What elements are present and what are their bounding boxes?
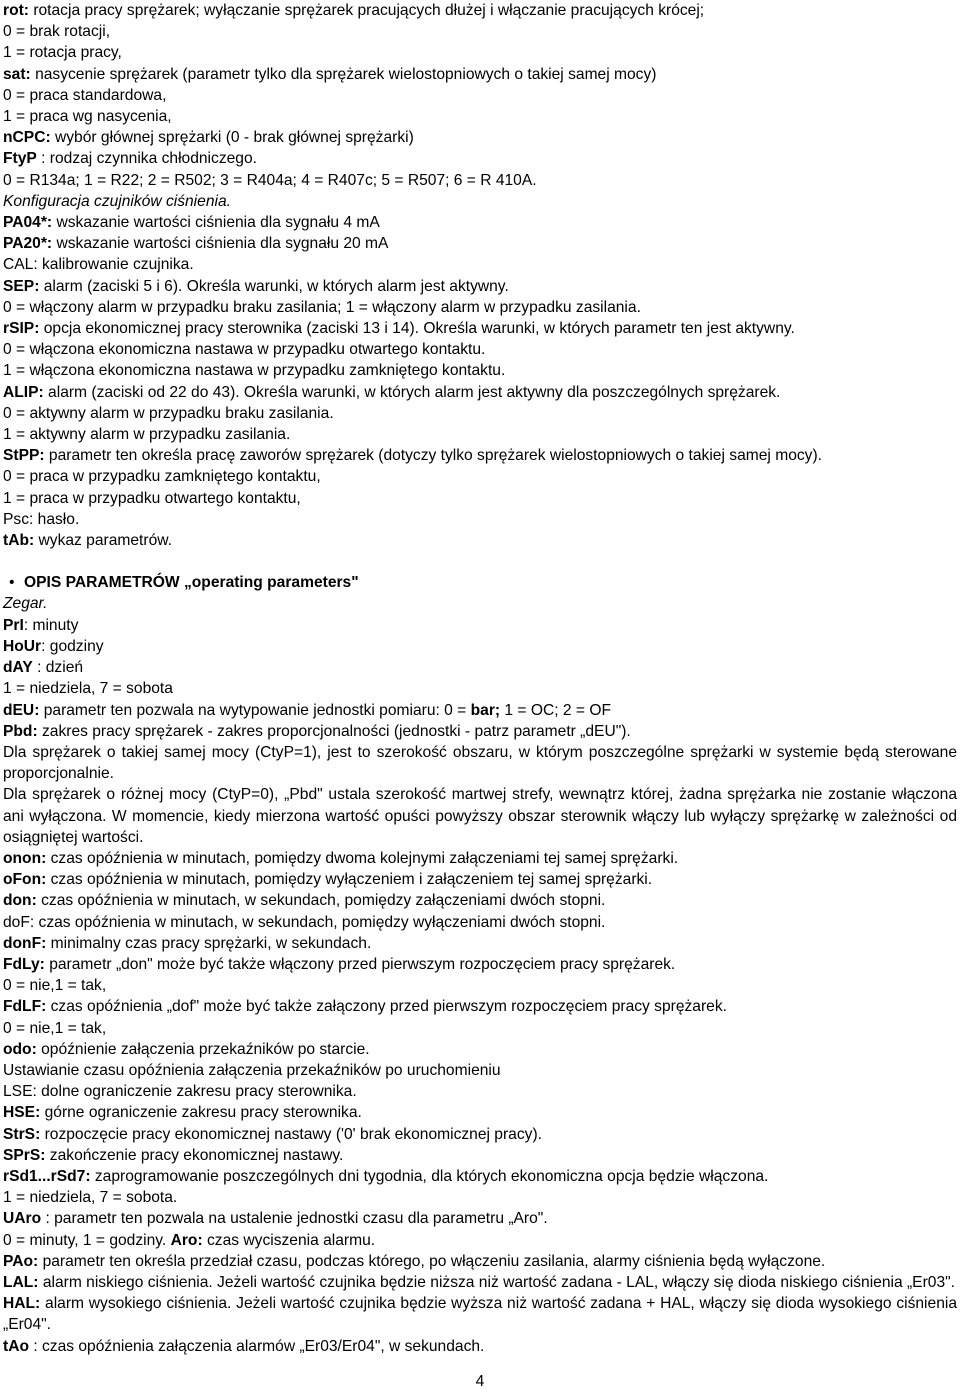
text-line [3,233,957,254]
text-fragment: CAL: kalibrowanie czujnika. [3,256,194,274]
text-line [3,954,957,975]
text-fragment: : parametr ten pozwala na ustalenie jednostki czasu dla parametru „Aro". [41,1210,548,1228]
parameter-code: PA04*: [3,214,53,232]
text-line [3,254,957,275]
text-line [3,1251,957,1272]
text-line [3,1230,957,1251]
text-line [3,721,957,742]
parameter-code: odo: [3,1040,37,1058]
text-line [3,530,957,551]
text-fragment: 1 = rotacja pracy, [3,44,122,62]
parameter-code: StrS: [3,1125,41,1143]
text-line [3,1018,957,1039]
parameter-code: HoUr [3,637,42,655]
text-line [3,657,957,678]
parameter-code: PrI [3,616,24,634]
text-line [3,297,957,318]
text-fragment: wybór głównej sprężarki (0 - brak głównej sprężarki) [50,129,414,147]
text-line [3,933,957,954]
document-body [3,0,957,1357]
text-line [3,700,957,721]
text-fragment: 1 = włączona ekonomiczna nastawa w przypadku zamkniętego kontaktu. [3,362,506,380]
text-fragment: alarm (zaciski od 22 do 43). Określa warunki, w których alarm jest aktywny dla poszczególnych sprężarek. [43,383,781,401]
text-fragment: Konfiguracja czujników ciśnienia. [3,192,231,210]
parameter-code: UAro [3,1210,42,1228]
parameter-code: rot: [3,2,29,19]
text-fragment: zakres pracy sprężarek - zakres proporcjonalności (jednostki - patrz parametr „dEU"). [37,722,631,740]
text-fragment: : minuty [23,616,79,634]
text-line [3,869,957,890]
text-fragment: 1 = praca w przypadku otwartego kontaktu, [3,489,301,507]
parameter-code: LAL: [3,1273,39,1291]
text-line [3,1102,957,1123]
parameter-code: ALIP: [3,383,44,401]
text-line [3,975,957,996]
text-fragment: parametr ten pozwala na wytypowanie jednostki pomiaru: 0 = [39,701,471,719]
parameter-code: StPP: [3,447,45,465]
text-fragment: 0 = praca w przypadku zamkniętego kontaktu, [3,468,321,486]
text-line [3,1145,957,1166]
text-fragment: parametr ten określa przedział czasu, podczas którego, po włączeniu zasilania, alarmy ciśnienia będą wyłączone. [38,1252,826,1270]
text-fragment: zaprogramowanie poszczególnych dni tygodnia, dla których ekonomiczna opcja będzie włączona. [90,1167,769,1185]
text-line [3,64,957,85]
text-fragment: alarm (zaciski 5 i 6). Określa warunki, w których alarm jest aktywny. [39,277,509,295]
text-fragment: czas wyciszenia alarmu. [202,1231,376,1249]
parameter-code: sat: [3,65,31,83]
parameter-code: SEP: [3,277,40,295]
text-line [3,1060,957,1081]
paragraph [3,1293,957,1335]
text-line [3,42,957,63]
text-fragment: 0 = aktywny alarm w przypadku braku zasilania. [3,404,334,422]
text-line [3,339,957,360]
text-fragment: parametr ten określa pracę zaworów sprężarek (dotyczy tylko sprężarek wielostopniowych o takiej samej mocy). [44,447,822,465]
parameter-code: nCPC: [3,129,51,147]
text-fragment: górne ograniczenie zakresu pracy sterownika. [40,1104,362,1122]
text-line [3,615,957,636]
paragraph [3,1272,957,1293]
paragraph [3,742,957,784]
text-fragment: Ustawianie czasu opóźnienia załączenia przekaźników po uruchomieniu [3,1061,501,1079]
text-line [3,912,957,933]
parameter-code: donF: [3,934,47,952]
text-fragment: Dla sprężarek o takiej samej mocy (CtyP=1), jest to szerokość obszaru, w którym poszczególne sprężarki w systemie będą sterowane proporcjonalnie. [3,743,957,783]
text-fragment: zakończenie pracy ekonomicznej nastawy. [45,1146,344,1164]
text-line [3,382,957,403]
parameter-code: tAo [3,1337,29,1355]
text-line [3,1124,957,1145]
parameter-code: don: [3,892,37,910]
bullet-icon: • [9,574,15,592]
text-line [3,360,957,381]
text-fragment: doF: czas opóźnienia w minutach, w sekundach, pomiędzy wyłączeniami dwóch stopni. [3,913,606,931]
text-fragment: 1 = niedziela, 7 = sobota [3,680,173,698]
parameter-code: Pbd: [3,722,38,740]
text-fragment: rotacja pracy sprężarek; wyłączanie sprężarek pracujących dłużej i włączanie pracujących krócej; [28,2,705,19]
text-line [3,509,957,530]
parameter-code: oFon: [3,871,47,889]
text-line [3,403,957,424]
blank-line [3,551,957,572]
text-line [3,1208,957,1229]
text-fragment: Zegar. [3,595,48,613]
text-line [3,1166,957,1187]
text-fragment: wskazanie wartości ciśnienia dla sygnału 20 mA [52,235,389,253]
parameter-code: PA20*: [3,235,53,253]
text-fragment: wykaz parametrów. [34,532,172,550]
text-fragment: wskazanie wartości ciśnienia dla sygnału 4 mA [52,214,380,232]
text-fragment: 1 = praca wg nasycenia, [3,108,172,126]
parameter-code: HSE: [3,1104,41,1122]
text-fragment: minimalny czas pracy sprężarki, w sekundach. [46,934,372,952]
text-line [3,445,957,466]
text-line [3,212,957,233]
text-fragment: nasycenie sprężarek (parametr tylko dla sprężarek wielostopniowych o takiej samej mocy) [30,65,657,83]
parameter-code: bar; [470,701,501,719]
text-line [3,996,957,1017]
text-fragment: 1 = aktywny alarm w przypadku zasilania. [3,426,291,444]
text-line [3,85,957,106]
text-fragment: : rodzaj czynnika chłodniczego. [36,150,257,168]
text-fragment: LSE: dolne ograniczenie zakresu pracy sterownika. [3,1083,357,1101]
text-line [3,1081,957,1102]
parameter-code: PAo: [3,1252,39,1270]
text-line [3,1336,957,1357]
text-line [3,127,957,148]
text-line [3,466,957,487]
parameter-code: HAL: [3,1295,41,1313]
parameter-code: Aro: [170,1231,203,1249]
text-fragment: 0 = brak rotacji, [3,23,111,41]
parameter-code: tAb: [3,532,35,550]
parameter-code: OPIS PARAMETRÓW „operating parameters" [24,574,359,592]
text-line [3,678,957,699]
text-fragment: 0 = włączona ekonomiczna nastawa w przypadku otwartego kontaktu. [3,341,486,359]
text-fragment: parametr „don" może być także włączony przed pierwszym rozpoczęciem pracy sprężarek. [44,955,676,973]
text-line [3,148,957,169]
text-line [3,636,957,657]
parameter-code: SPrS: [3,1146,46,1164]
text-line [3,593,957,614]
text-line [3,0,957,21]
text-fragment: : dzień [32,659,84,677]
parameter-code: dAY [3,659,33,677]
text-line [3,890,957,911]
text-line [3,318,957,339]
parameter-code: rSd1...rSd7: [3,1167,91,1185]
text-fragment: czas opóźnienia w minutach, pomiędzy wyłączeniem i załączeniem tej samej sprężarki. [46,871,653,889]
text-fragment: 0 = praca standardowa, [3,86,167,104]
text-line [3,848,957,869]
text-fragment: 0 = nie,1 = tak, [3,977,107,995]
text-line [3,1039,957,1060]
text-fragment: : godziny [41,637,104,655]
section-heading [3,572,957,593]
text-line [3,488,957,509]
text-fragment: 1 = OC; 2 = OF [500,701,612,719]
text-line [3,191,957,212]
text-fragment: 0 = minuty, 1 = godziny. [3,1231,171,1249]
parameter-code: onon: [3,849,47,867]
text-fragment: alarm wysokiego ciśnienia. Jeżeli wartość czujnika będzie wyższa niż wartość zadana + HAL, włączy się dioda wysokiego ciśnienia „Er04". [3,1295,957,1334]
text-fragment: alarm niskiego ciśnienia. Jeżeli wartość czujnika będzie niższa niż wartość zadana - LAL, włączy się dioda niskiego ciśnienia „Er03". [38,1273,955,1291]
text-fragment: czas opóźnienia w minutach, w sekundach, pomiędzy załączeniami dwóch stopni. [36,892,606,910]
text-line [3,1187,957,1208]
page-number: 4 [475,1373,485,1390]
text-line [3,106,957,127]
parameter-code: FdLF: [3,998,47,1016]
text-fragment: czas opóźnienia „dof" może być także załączony przed pierwszym rozpoczęciem pracy sprężarek. [46,998,727,1016]
parameter-code: dEU: [3,701,40,719]
parameter-code: FdLy: [3,955,45,973]
text-fragment: rozpoczęcie pracy ekonomicznej nastawy ('0' brak ekonomicznej pracy). [40,1125,542,1143]
text-fragment: : czas opóźnienia załączenia alarmów „Er03/Er04", w sekundach. [28,1337,485,1355]
text-fragment: 0 = włączony alarm w przypadku braku zasilania; 1 = włączony alarm w przypadku zasilania. [3,298,641,316]
text-fragment: czas opóźnienia w minutach, pomiędzy dwoma kolejnymi załączeniami tej samej sprężarki. [46,849,679,867]
text-fragment: 1 = niedziela, 7 = sobota. [3,1189,178,1207]
text-line [3,21,957,42]
text-fragment: opóźnienie załączenia przekaźników po starcie. [36,1040,370,1058]
parameter-code: rSIP: [3,320,40,338]
paragraph [3,784,957,848]
text-line [3,170,957,191]
text-line [3,424,957,445]
text-fragment: Dla sprężarek o różnej mocy (CtyP=0), „Pbd" ustala szerokość martwej strefy, wewnątrz której, żadna sprężarka nie zostanie włączona ani wyłączona. W momencie, kiedy mierzona wartość opuści powyższy obszar sterownik włączy lub wyłączy sprężarkę w zależności od osiągniętej wartości. [3,786,957,846]
text-fragment: 0 = R134a; 1 = R22; 2 = R502; 3 = R404a; 4 = R407c; 5 = R507; 6 = R 410A. [3,171,537,189]
parameter-code: FtyP [3,150,37,168]
text-fragment: opcja ekonomicznej pracy sterownika (zaciski 13 i 14). Określa warunki, w których parametr ten jest aktywny. [39,320,795,338]
text-fragment: 0 = nie,1 = tak, [3,1019,107,1037]
text-line [3,276,957,297]
text-fragment: Psc: hasło. [3,510,80,528]
